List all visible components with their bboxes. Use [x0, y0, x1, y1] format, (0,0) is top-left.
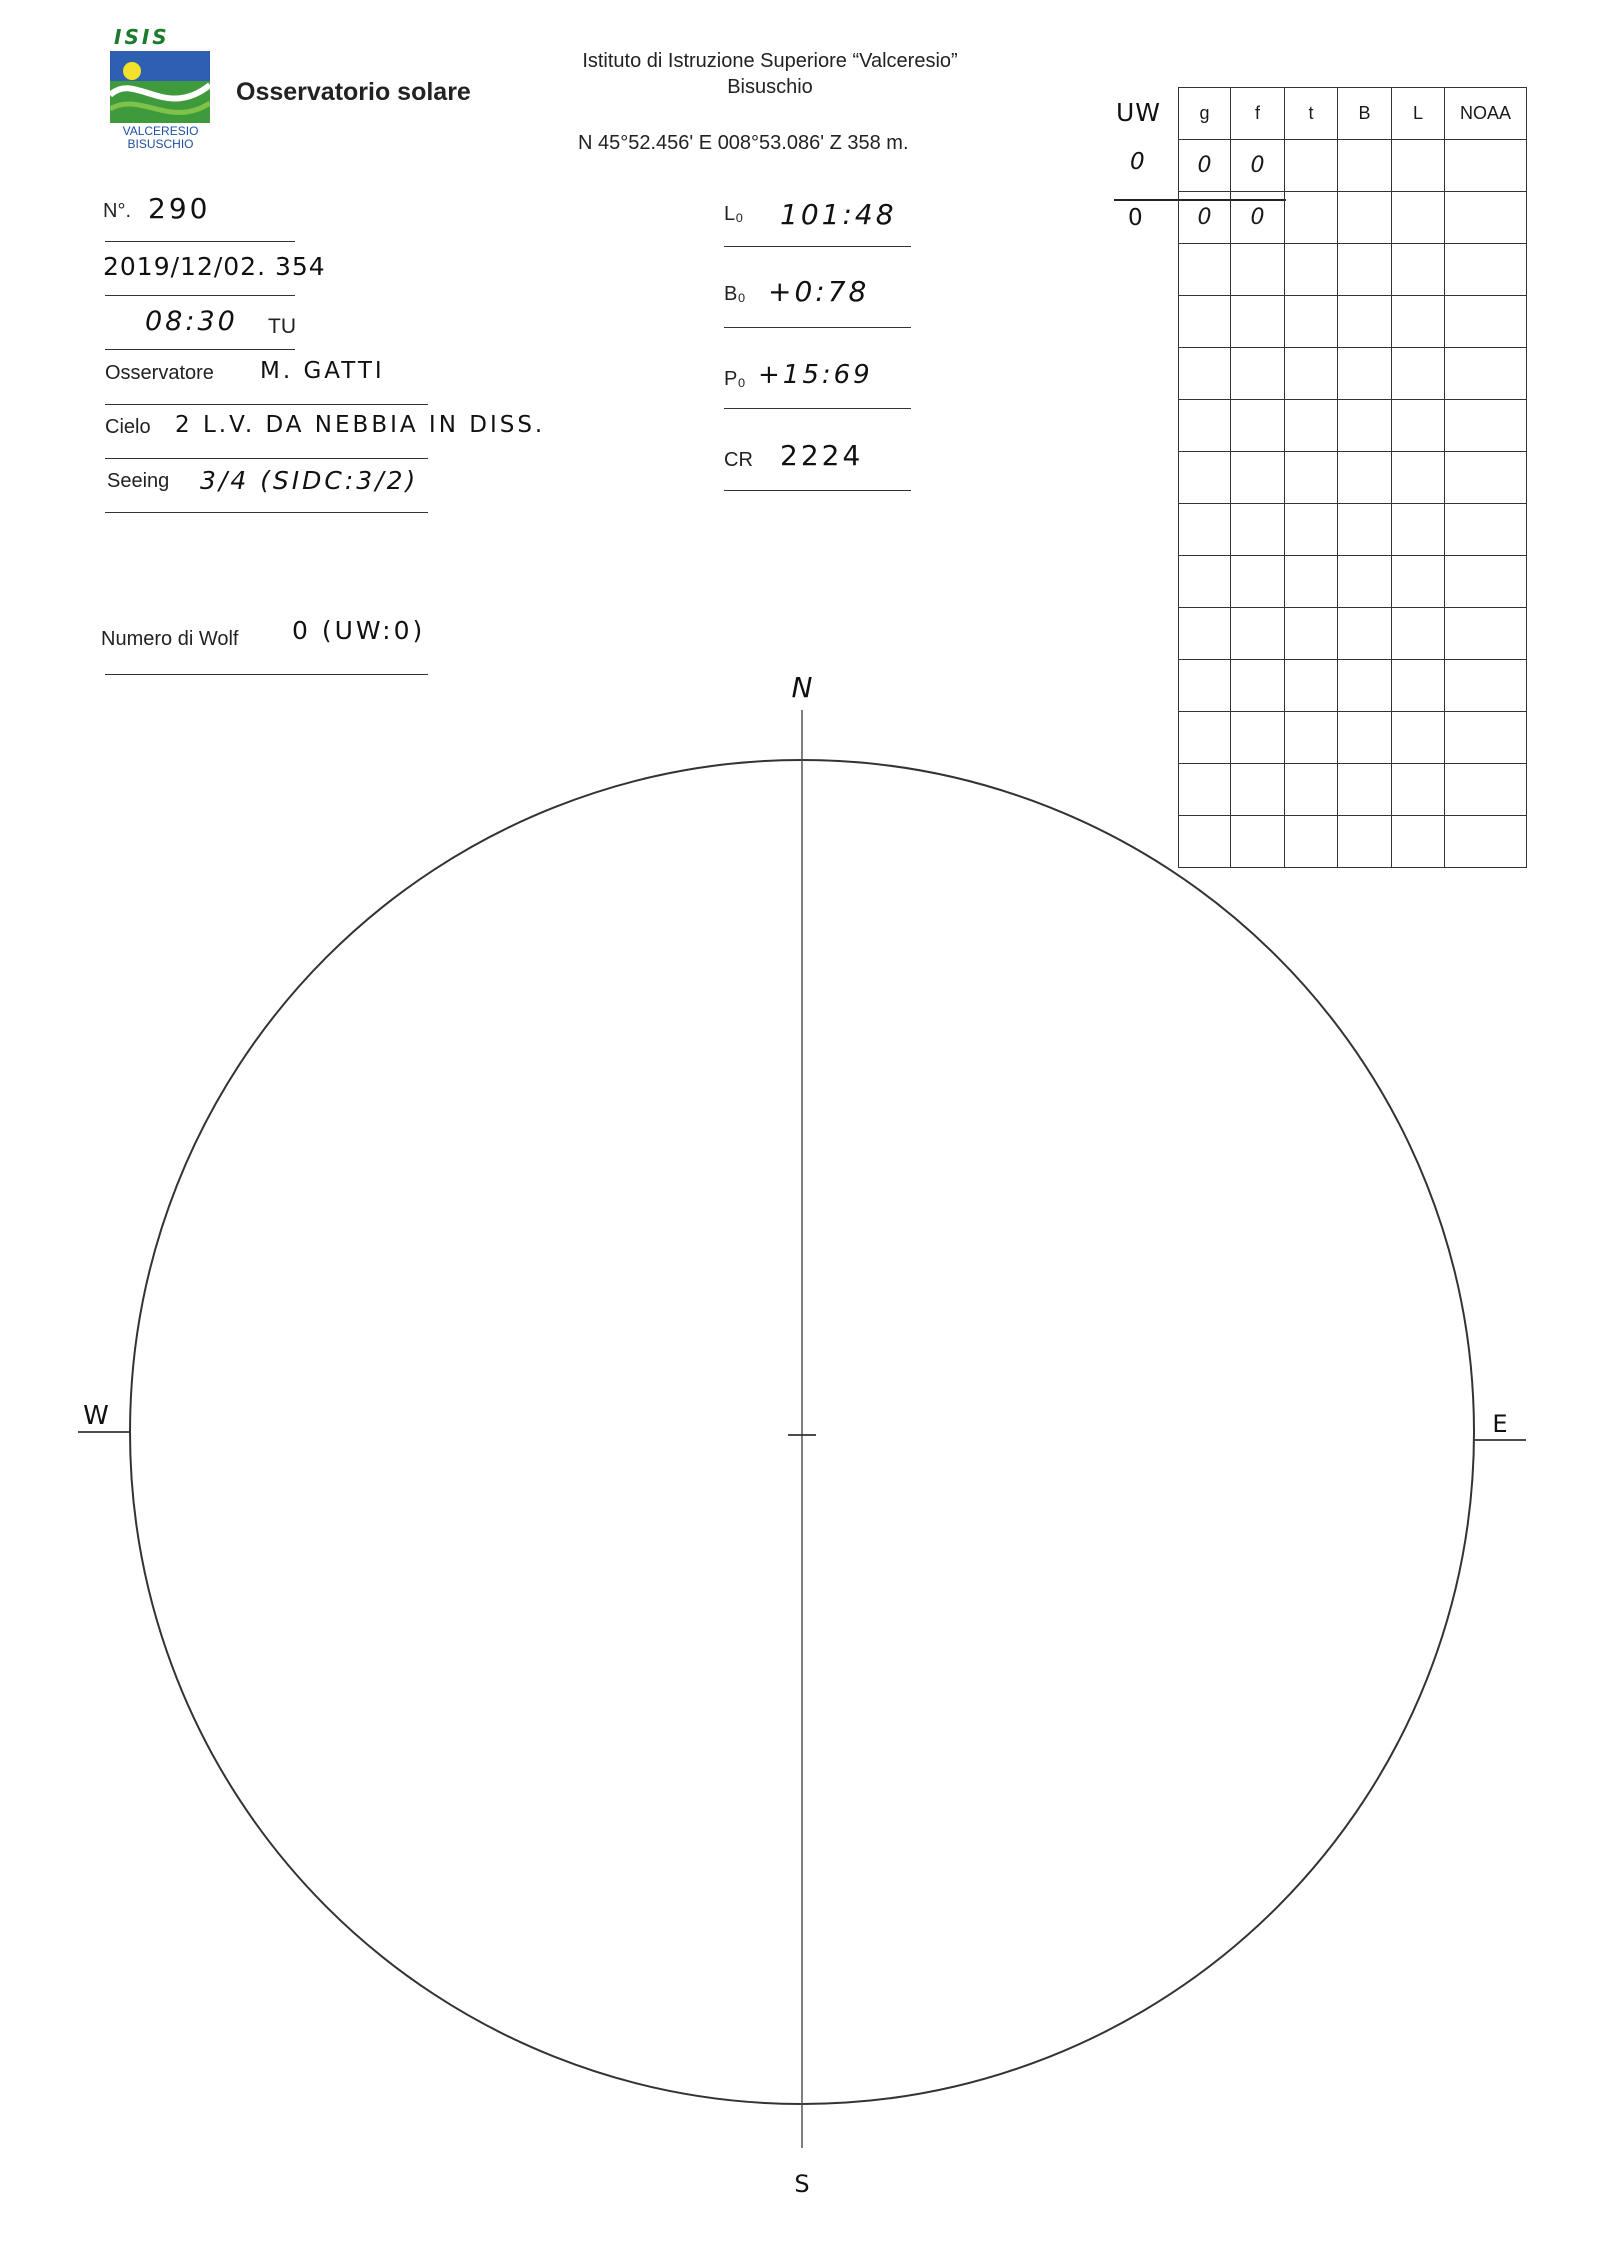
b0-label: B₀ — [724, 283, 746, 305]
observer-value: M. GATTI — [260, 358, 385, 384]
seeing-value: 3/4 (SIDC:3/2) — [200, 466, 419, 495]
p0-value: +15:69 — [758, 360, 873, 390]
time-value: 08:30 — [145, 306, 238, 337]
site-coordinates: N 45°52.456' E 008°53.086' Z 358 m. — [578, 132, 909, 154]
cr-label: CR — [724, 449, 753, 471]
header-f: f — [1231, 88, 1285, 140]
header-g: g — [1179, 88, 1231, 140]
north-label: N — [791, 671, 813, 704]
number-label: N°. — [103, 200, 131, 222]
l0-value: 101:48 — [780, 198, 897, 231]
observer-label: Osservatore — [105, 362, 214, 384]
date-value: 2019/12/02. 354 — [103, 252, 326, 281]
p0-label: P₀ — [724, 368, 746, 390]
logo-mark: ISIS — [114, 25, 170, 49]
sky-label: Cielo — [105, 416, 151, 438]
header-l: L — [1392, 88, 1445, 140]
table-cell: 0 — [1179, 192, 1231, 244]
cr-value: 2224 — [780, 439, 864, 472]
east-label: E — [1492, 1410, 1508, 1438]
table-cell: 0 — [1231, 140, 1285, 192]
observatory-title: Osservatorio solare — [236, 78, 471, 106]
south-label: S — [794, 2170, 810, 2198]
header-noaa: NOAA — [1445, 88, 1527, 140]
wolf-label: Numero di Wolf — [101, 628, 239, 650]
header-t: t — [1285, 88, 1338, 140]
logo-line1: VALCERESIO — [122, 124, 199, 138]
seeing-label: Seeing — [107, 470, 170, 492]
l0-label: L₀ — [724, 203, 744, 225]
table-cell: 0 — [1231, 192, 1285, 244]
uw-row2-value: 0 — [1128, 205, 1146, 231]
uw-row1-value: 0 — [1130, 149, 1148, 175]
table-cell: 0 — [1179, 140, 1231, 192]
logo-line2: BISUSCHIO — [127, 137, 194, 151]
institute-city: Bisuschio — [727, 76, 813, 98]
time-unit: TU — [268, 315, 296, 338]
sky-value: 2 L.V. DA NEBBIA IN DISS. — [175, 412, 546, 438]
uw-label: UW — [1116, 98, 1162, 127]
header-b: B — [1338, 88, 1392, 140]
number-value: 290 — [148, 192, 211, 225]
b0-value: +0:78 — [768, 275, 870, 308]
institute-name: Istituto di Istruzione Superiore “Valceresio” — [582, 50, 958, 72]
wolf-value: 0 (UW:0) — [292, 616, 426, 645]
west-label: W — [83, 1401, 109, 1431]
